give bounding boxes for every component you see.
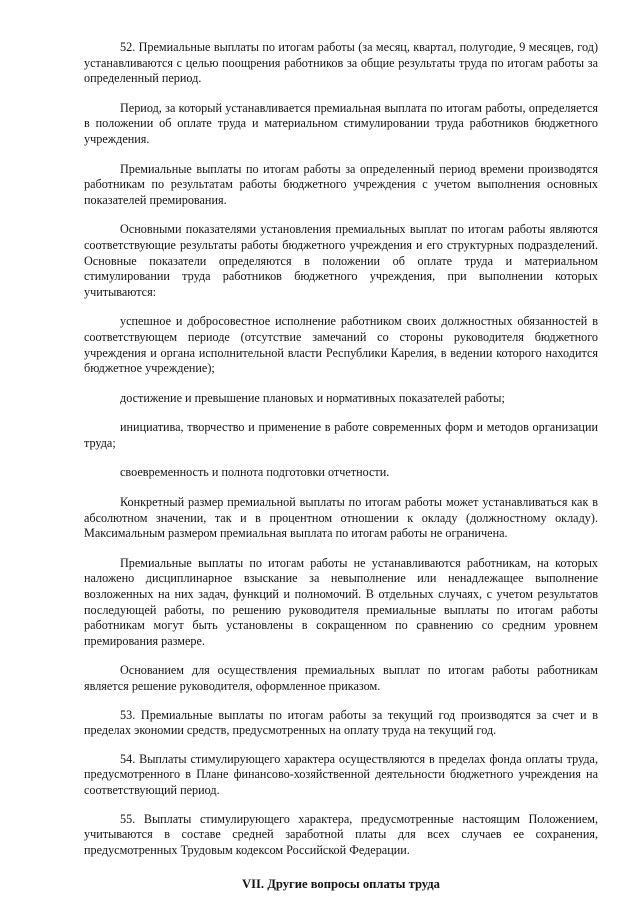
list-item-duties: успешное и добросовестное исполнение работником своих должностных обязанностей в соответствующем периоде (отсутствие замечаний со стороны руководителя бюджетного учреждения и органа исполнительной власти Республики Карелия, в ведении которого находится бюджетное учреждение); [84, 314, 598, 376]
paragraph-55: 55. Выплаты стимулирующего характера, предусмотренные настоящим Положением, учитываются в составе средней заработной платы для всех случаев ее сохранения, предусмотренных Трудовым кодексом Российской Федерации. [84, 811, 598, 857]
paragraph-52-intro: 52. Премиальные выплаты по итогам работы (за месяц, квартал, полугодие, 9 месяцев, год) устанавливаются с целью поощрения работников за общие результаты труда по итогам работы за определенный период. [84, 40, 598, 86]
section-heading: VII. Другие вопросы оплаты труда [242, 877, 440, 892]
paragraph-53: 53. Премиальные выплаты по итогам работы за текущий год производятся за счет и в пределах экономии средств, предусмотренных на оплату труда на текущий год. [84, 707, 598, 738]
paragraph-bonus-basis: Основанием для осуществления премиальных выплат по итогам работы работникам является решение руководителя, оформленное приказом. [84, 663, 598, 693]
list-item-initiative: инициатива, творчество и применение в работе современных форм и методов организации труда; [84, 420, 598, 450]
list-item-reporting: своевременность и полнота подготовки отчетности. [120, 465, 390, 480]
list-item-plan-targets: достижение и превышение плановых и нормативных показателей работы; [120, 390, 505, 405]
paragraph-54: 54. Выплаты стимулирующего характера осуществляются в пределах фонда оплаты труда, предусмотренного в Плане финансово-хозяйственной деятельности бюджетного учреждения на соответствующий период. [84, 751, 598, 797]
paragraph-bonus-exclusions: Премиальные выплаты по итогам работы не устанавливаются работникам, на которых наложено дисциплинарное взыскание за невыполнение или ненадлежащее выполнение возложенных на них задач, функций и полномочий. В отдельных случаях, с учетом результатов последующей работы, по решению руководителя премиальные выплаты по итогам работы работникам могут быть установлены в сокращенном по сравнению со средним уровнем премирования размере. [84, 555, 598, 648]
paragraph-main-indicators: Основными показателями установления премиальных выплат по итогам работы являются соответствующие результаты работы бюджетного учреждения и его структурных подразделений. Основные показатели определяются в положении об оплате труда и материальном стимулировании труда работников бюджетного учреждения, при выполнении которых учитываются: [84, 222, 598, 299]
paragraph-bonus-period: Период, за который устанавливается премиальная выплата по итогам работы, определяется в положении об оплате труда и материальном стимулировании труда работников бюджетного учреждения. [84, 100, 598, 146]
paragraph-bonus-payment: Премиальные выплаты по итогам работы за определенный период времени производятся работникам по результатам работы бюджетного учреждения с учетом выполнения основных показателей премирования. [84, 161, 598, 207]
paragraph-bonus-size: Конкретный размер премиальной выплаты по итогам работы может устанавливаться как в абсолютном значении, так и в процентном отношении к окладу (должностному окладу). Максимальным размером премиальная выплата по итогам работы не ограничена. [84, 495, 598, 541]
document-body [84, 40, 598, 892]
